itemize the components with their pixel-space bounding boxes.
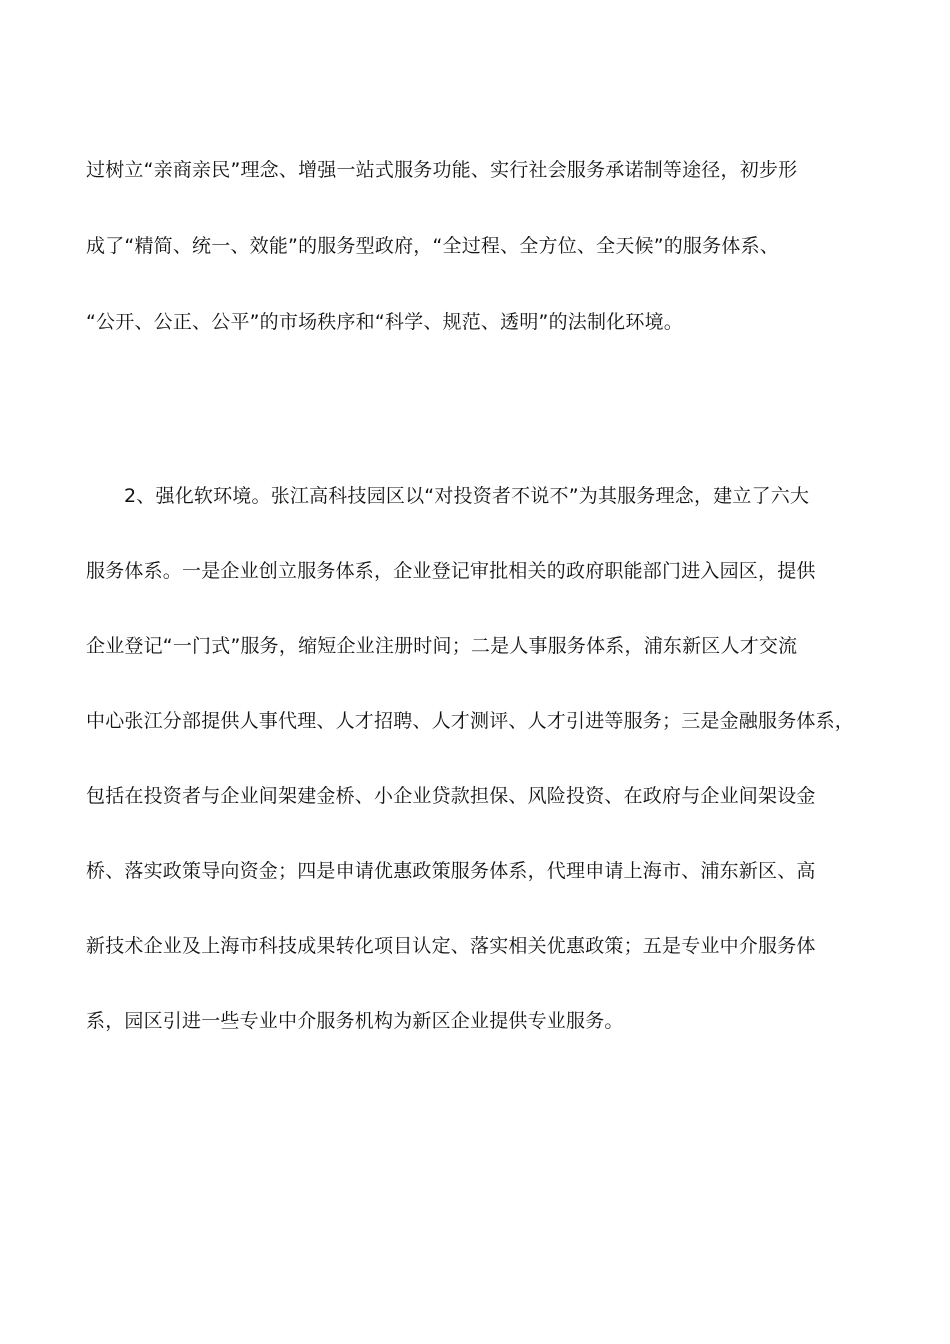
paragraph-1-line-3: “公开、公正、公平”的市场秩序和“科学、规范、透明”的法制化环境。 xyxy=(86,311,683,333)
paragraph-2-line-7: 新技术企业及上海市科技成果转化项目认定、落实相关优惠政策；五是专业中介服务体 xyxy=(86,935,816,957)
paragraph-1-line-1: 过树立“亲商亲民”理念、增强一站式服务功能、实行社会服务承诺制等途径，初步形 xyxy=(86,159,798,181)
paragraph-2-line-4: 中心张江分部提供人事代理、人才招聘、人才测评、人才引进等服务；三是金融服务体系， xyxy=(86,710,855,732)
paragraph-2-line-6: 桥、落实政策导向资金；四是申请优惠政策服务体系，代理申请上海市、浦东新区、高 xyxy=(86,860,816,882)
paragraph-2-line-5: 包括在投资者与企业间架建金桥、小企业贷款担保、风险投资、在政府与企业间架设金 xyxy=(86,785,816,807)
paragraph-2-line-1: 2、强化软环境。张江高科技园区以“对投资者不说不”为其服务理念，建立了六大 xyxy=(124,485,810,507)
paragraph-2-line-8: 系，园区引进一些专业中介服务机构为新区企业提供专业服务。 xyxy=(86,1010,624,1032)
paragraph-2-line-2: 服务体系。一是企业创立服务体系，企业登记审批相关的政府职能部门进入园区，提供 xyxy=(86,560,816,582)
paragraph-1-line-2: 成了“精简、统一、效能”的服务型政府，“全过程、全方位、全天候”的服务体系、 xyxy=(86,235,779,257)
paragraph-2-line-3: 企业登记“一门式”服务，缩短企业注册时间；二是人事服务体系，浦东新区人才交流 xyxy=(86,635,798,657)
